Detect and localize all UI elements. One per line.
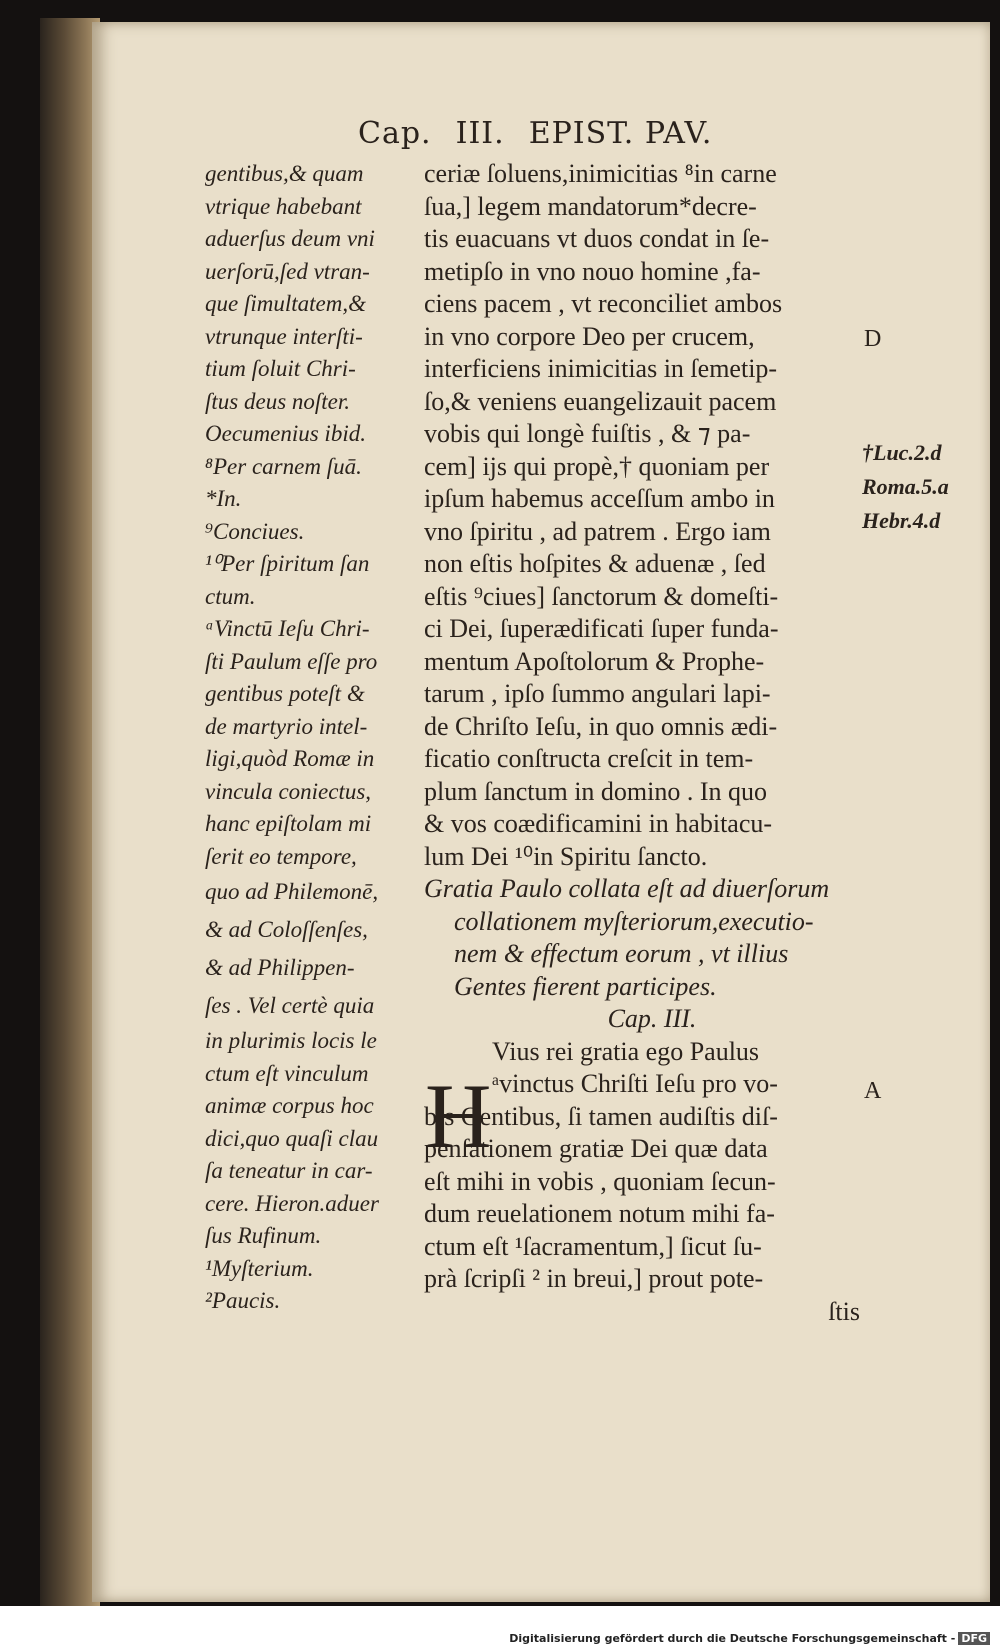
margin-note-line: ¹⁰Per ſpiritum ſan bbox=[205, 551, 370, 576]
margin-note-line: ⁹Conciues. bbox=[205, 518, 305, 544]
header-cap: Cap. bbox=[358, 116, 432, 151]
margin-note-line: ²Paucis. bbox=[205, 1288, 281, 1313]
margin-note-line: & ad Philippen- bbox=[205, 955, 355, 980]
main-text-line: ficatio conſtructa creſcit in tem- bbox=[424, 744, 754, 773]
main-text-line: vobis qui longè fuiſtis , & ⁊ pa- bbox=[424, 419, 751, 448]
dfg-logo: DFG bbox=[958, 1632, 990, 1645]
margin-note-line: que ſimultatem,& bbox=[205, 291, 366, 316]
margin-note-line: ⁸Per carnem ſuā. bbox=[205, 453, 362, 479]
margin-note-line: quo ad Philemonē, bbox=[205, 879, 379, 904]
main-text-line: mentum Apoſtolorum & Prophe- bbox=[424, 646, 765, 676]
ref-romans: Roma.5.a bbox=[862, 474, 949, 499]
main-text-line: & vos coædificamini in habitacu- bbox=[424, 809, 773, 838]
main-text-line: vno ſpiritu , ad patrem . Ergo iam bbox=[424, 516, 771, 546]
margin-note-line: tium ſoluit Chri- bbox=[205, 356, 356, 381]
main-text-line: ipſum habemus acceſſum ambo in bbox=[424, 484, 775, 513]
footer-text: Digitalisierung gefördert durch die Deutsche Forschungsgemeinschaft - bbox=[509, 1632, 956, 1645]
margin-note-line: & ad Coloſſenſes, bbox=[205, 917, 368, 942]
header-title: EPIST. PAV. bbox=[528, 116, 713, 151]
chapter-text-line: dum reuelationem notum mihi fa- bbox=[424, 1199, 775, 1228]
chapter-text-line: Vius rei gratia ego Paulus bbox=[492, 1036, 760, 1066]
footer-credit bbox=[509, 1632, 990, 1645]
main-text-line: metipſo in vno nouo homine ,fa- bbox=[424, 256, 761, 286]
summary-line: collationem myſteriorum,executio- bbox=[454, 906, 814, 936]
margin-note-line: ſa teneatur in car- bbox=[205, 1158, 373, 1183]
margin-note-line: ctum eſt vinculum bbox=[205, 1060, 369, 1086]
margin-note-line: ſti Paulum eſſe pro bbox=[205, 648, 378, 674]
chapter-text-line: ſtis bbox=[828, 1296, 860, 1326]
main-text-line: cem] ijs qui propè,† quoniam per bbox=[424, 451, 770, 481]
ref-luke: †Luc.2.d bbox=[862, 440, 942, 465]
margin-note-line: ſus Rufinum. bbox=[205, 1223, 322, 1248]
margin-note-line: ſtus deus noſter. bbox=[205, 388, 351, 414]
margin-note-line: gentibus,& quam bbox=[205, 161, 364, 186]
margin-note-line: ¹Myſterium. bbox=[205, 1255, 314, 1281]
main-text-line: ciens pacem , vt reconciliet ambos bbox=[424, 289, 783, 318]
main-text-line: de Chriſto Ieſu, in quo omnis ædi- bbox=[424, 711, 778, 741]
margin-note-line: *In. bbox=[205, 486, 242, 511]
running-header bbox=[358, 116, 736, 151]
book-edge bbox=[40, 18, 100, 1606]
main-text-line: in vno corpore Deo per crucem, bbox=[424, 321, 755, 351]
main-text-line: ſua,] legem mandatorum*decre- bbox=[424, 191, 757, 221]
main-text-line: plum ſanctum in domino . In quo bbox=[424, 776, 768, 806]
main-text-line: ſo,& veniens euangelizauit pacem bbox=[424, 386, 777, 416]
margin-note-line: aduerſus deum vni bbox=[205, 226, 375, 251]
chapter-text-line: ᵃvinctus Chriſti Ieſu pro vo- bbox=[492, 1069, 778, 1098]
section-letter-d: D bbox=[864, 326, 882, 352]
summary-line: nem & effectum eorum , vt illius bbox=[454, 939, 789, 968]
header-num: III. bbox=[455, 116, 505, 151]
summary-line: Gratia Paulo collata eſt ad diuerſorum bbox=[424, 874, 830, 903]
margin-note-line: hanc epiſtolam mi bbox=[205, 811, 372, 836]
section-letter-a: A bbox=[864, 1078, 882, 1104]
chapter-text-line: ctum eſt ¹ſacramentum,] ſicut ſu- bbox=[424, 1231, 762, 1261]
main-text-line: tis euacuans vt duos condat in ſe- bbox=[424, 224, 770, 253]
margin-note-line: uerſorū,ſed vtran- bbox=[205, 258, 370, 284]
margin-note-line: gentibus poteſt & bbox=[205, 681, 365, 706]
chapter-text-line: eſt mihi in vobis , quoniam ſecun- bbox=[424, 1166, 776, 1196]
margin-note-line: ſerit eo tempore, bbox=[205, 843, 357, 869]
margin-note-line: vtrique habebant bbox=[205, 193, 362, 219]
margin-note-line: vtrunque interſti- bbox=[205, 323, 363, 349]
chapter-text-line: prà ſcripſi ² in breui,] prout pote- bbox=[424, 1264, 764, 1293]
margin-note-line: animæ corpus hoc bbox=[205, 1093, 374, 1118]
main-text-line: interficiens inimicitias in ſemetip- bbox=[424, 354, 778, 383]
chapter-text-line: bis Gentibus, ſi tamen audiſtis diſ- bbox=[424, 1101, 778, 1131]
ref-hebrews: Hebr.4.d bbox=[862, 508, 941, 533]
main-text-line: ceriæ ſoluens,inimicitias ⁸in carne bbox=[424, 159, 777, 188]
margin-note-line: ſes . Vel certè quia bbox=[205, 993, 375, 1018]
drop-cap: H bbox=[425, 1065, 492, 1167]
margin-note-line: ctum. bbox=[205, 583, 256, 609]
chapter-text-line: penſationem gratiæ Dei quæ data bbox=[424, 1134, 768, 1163]
main-text-line: ci Dei, ſuperædificati ſuper funda- bbox=[424, 614, 779, 643]
margin-note-line: in plurimis locis le bbox=[205, 1028, 377, 1053]
main-text-line: tarum , ipſo ſummo angulari lapi- bbox=[424, 679, 771, 708]
margin-note-line: dici,quo quaſi clau bbox=[205, 1125, 379, 1151]
chapter-heading: Cap. III. bbox=[607, 1004, 697, 1033]
main-text-line: lum Dei ¹⁰in Spiritu ſancto. bbox=[424, 841, 708, 871]
margin-note-line: ᵃVinctū Ieſu Chri- bbox=[205, 616, 370, 641]
main-text-line: non eſtis hoſpites & aduenæ , ſed bbox=[424, 549, 766, 578]
margin-note-line: vincula coniectus, bbox=[205, 778, 372, 804]
margin-note-line: Oecumenius ibid. bbox=[205, 421, 366, 446]
margin-notes bbox=[205, 158, 421, 1318]
margin-note-line: de martyrio intel- bbox=[205, 713, 368, 739]
margin-note-line: cere. Hieron.aduer bbox=[205, 1190, 379, 1216]
margin-note-line: ligi,quòd Romæ in bbox=[205, 746, 375, 771]
main-text-line: eſtis ⁹ciues] ſanctorum & domeſti- bbox=[424, 581, 779, 611]
summary-line: Gentes fierent participes. bbox=[454, 971, 717, 1001]
